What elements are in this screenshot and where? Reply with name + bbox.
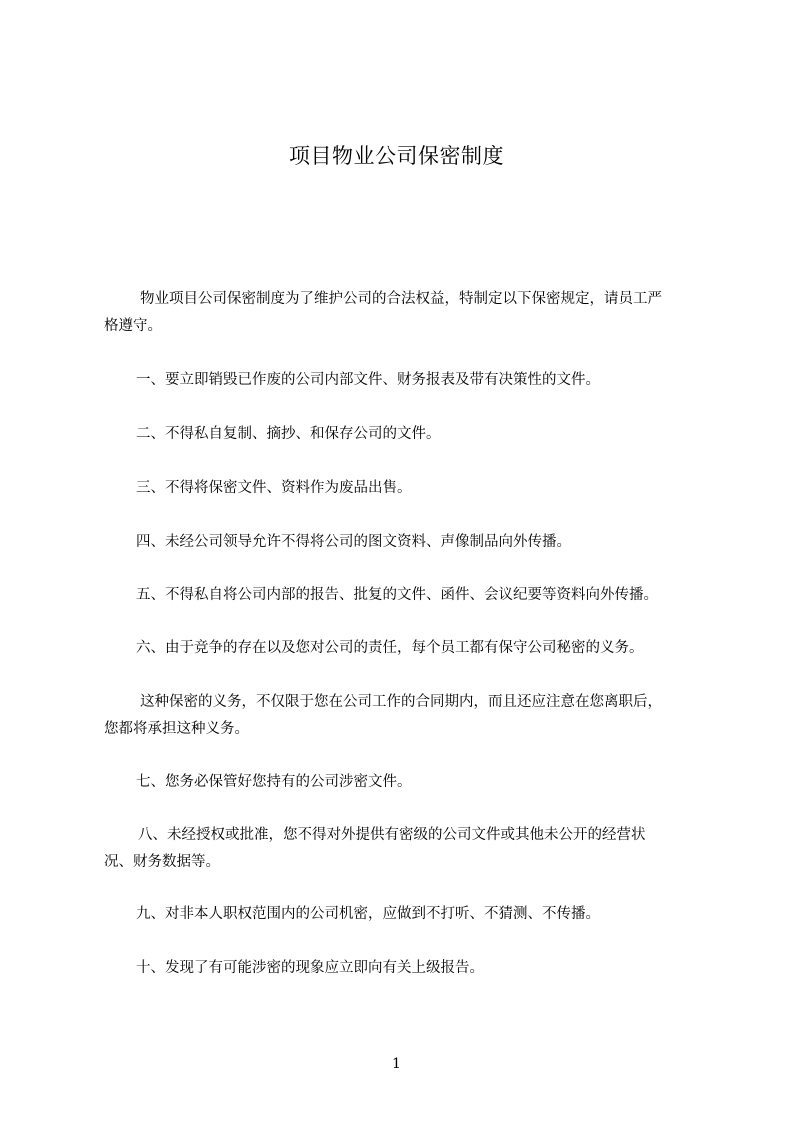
note-line-2: 您都将承担这种义务。: [104, 721, 249, 737]
intro-line-2: 格遵守。: [104, 318, 162, 334]
rule-item-4: 四、未经公司领导允许不得将公司的图文资料、声像制品向外传播。: [136, 534, 571, 550]
document-title: 项目物业公司保密制度: [289, 144, 504, 168]
rule-item-10: 十、发现了有可能涉密的现象应立即向有关上级报告。: [136, 960, 484, 976]
intro-paragraph: [104, 286, 702, 340]
note-line-1: 这种保密的义务，不仅限于您在公司工作的合同期内，而且还应注意在您离职后，: [140, 694, 662, 710]
rule-item-5: 五、不得私自将公司内部的报告、批复的文件、函件、会议纪要等资料向外传播。: [136, 587, 658, 603]
rule-item-9: 九、对非本人职权范围内的公司机密，应做到不打听、不猜测、不传播。: [136, 906, 600, 922]
rule-item-8-line-1: 八、未经授权或批准，您不得对外提供有密级的公司文件或其他未公开的经营状: [138, 827, 646, 843]
rule-item-1: 一、要立即销毁已作废的公司内部文件、财务报表及带有决策性的文件。: [136, 372, 600, 388]
page-number: 1: [392, 1056, 401, 1072]
rule-item-7: 七、您务必保管好您持有的公司涉密文件。: [136, 774, 412, 790]
rule-item-8-line-2: 况、财务数据等。: [104, 854, 220, 870]
rule-item-2: 二、不得私自复制、摘抄、和保存公司的文件。: [136, 426, 441, 442]
rule-item-8: [104, 822, 702, 876]
note-paragraph: [104, 689, 702, 743]
intro-line-1: 物业项目公司保密制度为了维护公司的合法权益，特制定以下保密规定，请员工严: [140, 291, 662, 307]
rule-item-3: 三、不得将保密文件、资料作为废品出售。: [136, 480, 412, 496]
rule-item-6: 六、由于竞争的存在以及您对公司的责任，每个员工都有保守公司秘密的义务。: [136, 640, 644, 656]
